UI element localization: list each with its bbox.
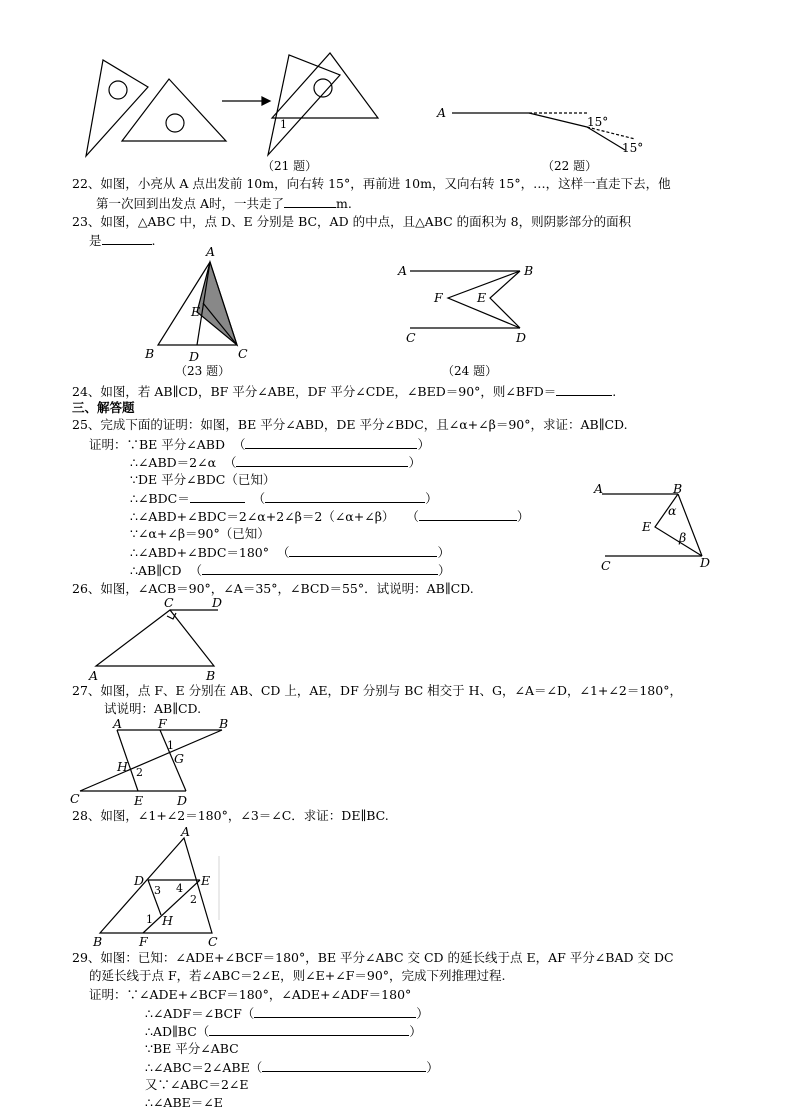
- fig28-label-2: 2: [190, 893, 197, 906]
- triangle-acb: [96, 610, 214, 666]
- q29-step-7: ∴∠ABE＝∠E: [145, 1095, 223, 1110]
- fig22-angle-1: 15°: [587, 115, 609, 129]
- fig27-label-f: F: [158, 716, 167, 731]
- fig23-label-e: E: [191, 304, 201, 319]
- fig26-label-c: C: [164, 595, 174, 610]
- fig22-label-a: A: [437, 105, 447, 120]
- fig28-label-f: F: [139, 934, 148, 949]
- figure-21: [86, 53, 378, 156]
- q29-step-3-text: ∴AD∥BC（: [145, 1024, 210, 1039]
- fig27-label-1: 1: [167, 739, 174, 752]
- q23-line2-text: 是: [89, 233, 102, 248]
- q27-line2: 试说明：AB∥CD.: [104, 701, 202, 716]
- q23-blank[interactable]: [102, 232, 152, 245]
- q22-line2: [96, 195, 352, 212]
- q24-text: 24、如图，若 AB∥CD，BF 平分∠ABE，DF 平分∠CDE，∠BED＝90°，则∠BFD＝: [72, 384, 557, 399]
- fig27-label-c: C: [70, 791, 80, 806]
- fig26-label-d: D: [212, 595, 223, 610]
- q29-blank-3[interactable]: [262, 1059, 426, 1072]
- fig28-label-3: 3: [154, 884, 161, 897]
- q29-step-6: 又∵∠ABC＝2∠E: [145, 1077, 249, 1092]
- q22-line1: 22、如图，小亮从 A 点出发前 10m，向右转 15°，再前进 10m，又向右转 15°，…，这样一直走下去，他: [72, 176, 671, 191]
- q25-blank-7[interactable]: [202, 562, 438, 575]
- q29-step-2: ∴∠ADF＝∠BCF（ ）: [145, 1006, 429, 1021]
- fig25-label-b: B: [673, 481, 683, 496]
- fig28-label-c: C: [208, 934, 218, 949]
- fig25-label-c: C: [601, 558, 611, 573]
- figure-25: [602, 494, 702, 556]
- q29-step-5: ∴∠ABC＝2∠ABE（ ）: [145, 1060, 439, 1075]
- q29-step-2-text: ∴∠ADF＝∠BCF（: [145, 1006, 255, 1021]
- q25-blank-5[interactable]: [419, 508, 517, 521]
- q29-step-3: ∴AD∥BC（ ）: [145, 1024, 422, 1039]
- q29-step-5-text: ∴∠ABC＝2∠ABE（: [145, 1060, 263, 1075]
- q25-step-5-text: ∴∠ABD+∠BDC＝2∠α+2∠β＝2（∠α+∠β）: [130, 509, 395, 524]
- q25-blank-6[interactable]: [289, 544, 437, 557]
- fig25-label-a: A: [594, 481, 604, 496]
- caption-21: （21 题）: [262, 159, 318, 173]
- set-square-hole-left: [109, 81, 127, 99]
- figure-24: [410, 271, 520, 328]
- caption-23: （23 题）: [175, 364, 231, 378]
- fig23-label-c: C: [238, 346, 248, 361]
- right-angle-mark: [167, 613, 176, 619]
- path-seg-3: [587, 127, 625, 150]
- q25-step-2: ∴∠ABD＝2∠α （ ）: [130, 455, 421, 470]
- caption-22: （22 题）: [542, 159, 598, 173]
- arrow-head: [262, 97, 270, 105]
- q23-line2: [89, 232, 156, 249]
- q25-blank-3[interactable]: [190, 490, 245, 503]
- q25-step-6: ∵∠α+∠β＝90°（已知）: [130, 526, 270, 541]
- q26-text: 26、如图，∠ACB＝90°，∠A＝35°，∠BCD＝55°．试说明：AB∥CD.: [72, 581, 474, 596]
- segment-bd: [678, 494, 702, 556]
- fig25-label-alpha: α: [668, 503, 677, 518]
- q23-line1: 23、如图，△ABC 中，点 D、E 分别是 BC，AD 的中点，且△ABC 的面积为 8，则阴影部分的面积: [72, 214, 632, 229]
- fig27-label-e: E: [134, 793, 144, 808]
- fig23-label-a: A: [206, 244, 216, 259]
- q29-step-1: 证明：∵∠ADE+∠BCF＝180°，∠ADE+∠ADF＝180°: [89, 987, 412, 1002]
- fig23-label-b: B: [145, 346, 155, 361]
- section-3-title: 三、解答题: [72, 400, 135, 415]
- q22-blank[interactable]: [284, 195, 336, 208]
- fig24-label-f: F: [434, 290, 443, 305]
- set-square-hole-right: [166, 114, 184, 132]
- fig27-label-d: D: [177, 793, 188, 808]
- q25-step-7-text: ∴∠ABD+∠BDC＝180°: [130, 545, 269, 560]
- q24-end: .: [612, 384, 617, 399]
- q23-line2-end: .: [151, 233, 156, 248]
- path-bed: [490, 271, 520, 328]
- q25-step-1-text: 证明：∵BE 平分∠ABD: [89, 437, 225, 452]
- q22-line2-end: m.: [336, 196, 352, 211]
- q29-line2: 的延长线于点 F，若∠ABC＝2∠E，则∠E+∠F＝90°，完成下列推理过程.: [89, 968, 506, 983]
- fig21-label-1: 1: [280, 118, 287, 131]
- overlap-triangle-1: [268, 55, 340, 155]
- fig26-label-b: B: [206, 668, 216, 683]
- fig28-label-1: 1: [146, 913, 153, 926]
- q27-line1: 27、如图，点 F、E 分别在 AB、CD 上，AE，DF 分别与 BC 相交于 H、G，∠A＝∠D，∠1+∠2＝180°，: [72, 683, 682, 698]
- q25-step-4-text: ∴∠BDC＝: [130, 491, 190, 506]
- q25-step-8-text: ∴AB∥CD: [130, 563, 182, 578]
- q22-line2-text: 第一次回到出发点 A时，一共走了: [96, 196, 285, 211]
- fig24-label-b: B: [524, 263, 534, 278]
- figure-27: [80, 730, 222, 791]
- fig24-label-d: D: [516, 330, 527, 345]
- q24-line: [72, 383, 616, 400]
- fig25-label-beta: β: [679, 530, 687, 545]
- path-bed: [655, 494, 702, 556]
- fig27-label-b: B: [219, 716, 229, 731]
- q25-step-7: ∴∠ABD+∠BDC＝180° （ ）: [130, 545, 450, 560]
- fig28-label-4: 4: [176, 882, 183, 895]
- fig24-label-e: E: [477, 290, 487, 305]
- fig28-label-h: H: [162, 913, 173, 928]
- q24-blank[interactable]: [556, 383, 612, 396]
- q25-blank-2[interactable]: [236, 454, 408, 467]
- q29-blank-1[interactable]: [254, 1005, 416, 1018]
- fig24-label-a: A: [398, 263, 408, 278]
- segment-bc: [80, 730, 222, 791]
- fig28-label-b: B: [93, 934, 103, 949]
- q25-blank-1[interactable]: [245, 436, 417, 449]
- q25-step-3: ∵DE 平分∠BDC（已知）: [130, 472, 276, 487]
- q25-step-2-text: ∴∠ABD＝2∠α: [130, 455, 217, 470]
- fig28-label-d: D: [134, 873, 145, 888]
- q25-title: 25、完成下面的证明：如图，BE 平分∠ABD，DE 平分∠BDC，且∠α+∠β＝90°，求证：AB∥CD.: [72, 417, 628, 432]
- q25-blank-4[interactable]: [265, 490, 425, 503]
- fig27-label-g: G: [174, 751, 184, 766]
- q25-step-8: ∴AB∥CD （ ）: [130, 563, 451, 578]
- q29-blank-2[interactable]: [209, 1023, 409, 1036]
- fig27-label-2: 2: [136, 766, 143, 779]
- fig28-label-a: A: [181, 824, 191, 839]
- fig28-label-e: E: [201, 873, 211, 888]
- fig23-label-d: D: [189, 349, 200, 364]
- fig26-label-a: A: [89, 668, 99, 683]
- figure-26: [96, 610, 218, 666]
- q25-step-1: 证明：∵BE 平分∠ABD （ ）: [89, 437, 430, 452]
- q25-step-4: ∴∠BDC＝ （ ）: [130, 491, 438, 506]
- q28-text: 28、如图，∠1+∠2＝180°，∠3＝∠C．求证：DE∥BC.: [72, 808, 389, 823]
- fig25-label-d: D: [700, 555, 711, 570]
- fig22-angle-2: 15°: [622, 141, 644, 155]
- fig27-label-h: H: [117, 759, 128, 774]
- q25-step-5: ∴∠ABD+∠BDC＝2∠α+2∠β＝2（∠α+∠β） （ ）: [130, 509, 530, 524]
- path-seg-2: [529, 113, 587, 127]
- fig27-label-a: A: [113, 716, 123, 731]
- fig25-label-e: E: [642, 519, 652, 534]
- fig24-label-c: C: [406, 330, 416, 345]
- q29-line1: 29、如图：已知：∠ADE+∠BCF＝180°，BE 平分∠ABC 交 CD 的延长线于点 E，AF 平分∠BAD 交 DC: [72, 950, 674, 965]
- q29-step-4: ∵BE 平分∠ABC: [145, 1041, 239, 1056]
- caption-24: （24 题）: [442, 364, 498, 378]
